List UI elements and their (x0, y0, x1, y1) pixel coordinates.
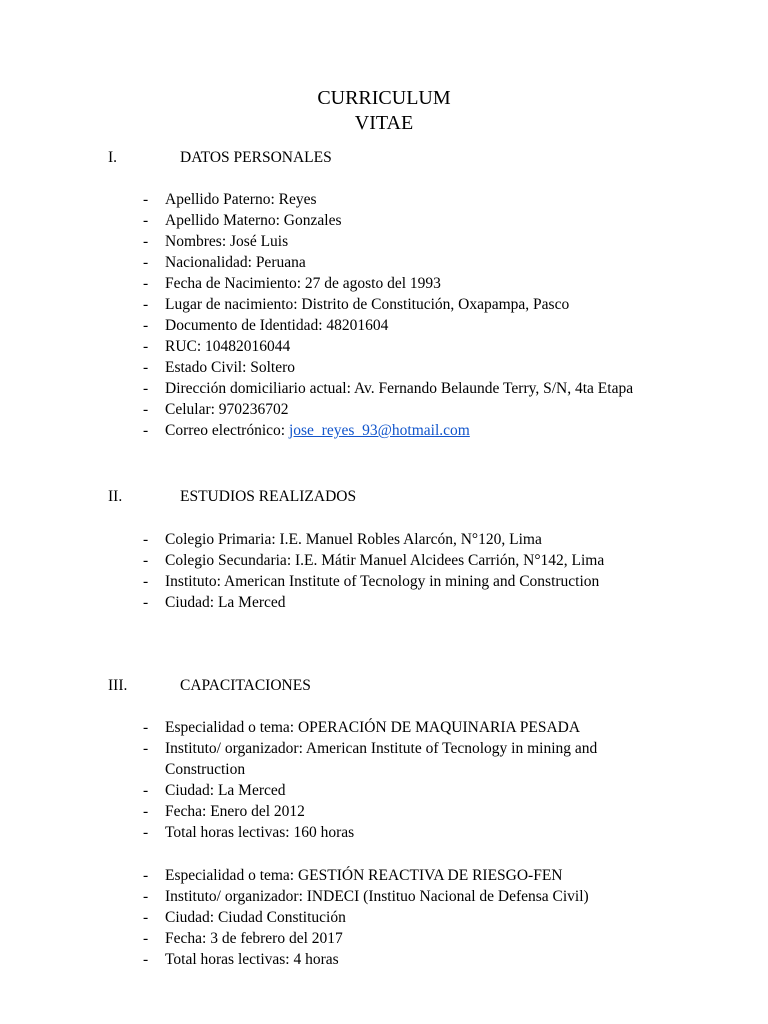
bullet-dash: - (143, 422, 149, 439)
section-title: CAPACITACIONES (180, 677, 311, 694)
bullet-dash: - (143, 254, 149, 271)
bullet-dash: - (143, 719, 149, 736)
item-text: Instituto/ organizador: American Institute of Tecnology in mining and Construction (165, 740, 598, 778)
item-text: Ciudad: La Merced (165, 594, 286, 611)
bullet-dash: - (143, 275, 149, 292)
bullet-dash: - (143, 824, 149, 841)
list-item (0, 294, 768, 315)
list-item (0, 336, 768, 357)
item-text (165, 420, 655, 441)
section-number: II. (108, 488, 123, 505)
item-text: Apellido Materno: Gonzales (165, 212, 342, 229)
list-item (0, 886, 768, 907)
list-item (0, 571, 768, 592)
bullet-dash: - (143, 317, 149, 334)
item-text: Fecha: 3 de febrero del 2017 (165, 930, 343, 947)
item-text: Documento de Identidad: 48201604 (165, 317, 389, 334)
item-text: Ciudad: Ciudad Constitución (165, 909, 346, 926)
bullet-dash: - (143, 782, 149, 799)
bullet-dash: - (143, 552, 149, 569)
list-item (0, 399, 768, 420)
item-text: Total horas lectivas: 160 horas (165, 824, 355, 841)
document-title: CURRICULUM (317, 87, 451, 109)
list-item-email (0, 420, 768, 441)
personal-data-list (0, 189, 768, 441)
list-item (0, 822, 768, 843)
item-text: Nacionalidad: Peruana (165, 254, 306, 271)
item-text: Especialidad o tema: GESTIÓN REACTIVA DE RIESGO-FEN (165, 867, 563, 884)
list-item (0, 210, 768, 231)
item-text: Total horas lectivas: 4 horas (165, 951, 339, 968)
list-item (0, 738, 768, 780)
bullet-dash: - (143, 380, 149, 397)
item-text: RUC: 10482016044 (165, 338, 291, 355)
bullet-dash: - (143, 867, 149, 884)
list-item (0, 717, 768, 738)
item-text: Nombres: José Luis (165, 233, 289, 250)
bullet-dash: - (143, 233, 149, 250)
item-text: Instituto: American Institute of Tecnology in mining and Construction (165, 573, 600, 590)
list-item (0, 357, 768, 378)
item-text: Fecha de Nacimiento: 27 de agosto del 1993 (165, 275, 441, 292)
item-text: Dirección domiciliario actual: Av. Fernando Belaunde Terry, S/N, 4ta Etapa (165, 380, 634, 397)
bullet-dash: - (143, 888, 149, 905)
list-item (0, 592, 768, 613)
item-text: Instituto/ organizador: INDECI (Instituo Nacional de Defensa Civil) (165, 888, 589, 905)
bullet-dash: - (143, 740, 149, 757)
bullet-dash: - (143, 338, 149, 355)
bullet-dash: - (143, 191, 149, 208)
bullet-dash: - (143, 401, 149, 418)
studies-list (0, 529, 768, 613)
bullet-dash: - (143, 803, 149, 820)
bullet-dash: - (143, 930, 149, 947)
list-item (0, 801, 768, 822)
item-text: Colegio Secundaria: I.E. Mátir Manuel Alcidees Carrión, N°142, Lima (165, 552, 605, 569)
section-title: DATOS PERSONALES (180, 149, 332, 166)
list-item (0, 315, 768, 336)
item-text: Estado Civil: Soltero (165, 359, 296, 376)
list-item (0, 378, 768, 399)
list-item (0, 928, 768, 949)
bullet-dash: - (143, 909, 149, 926)
bullet-dash: - (143, 594, 149, 611)
list-item (0, 907, 768, 928)
list-item (0, 529, 768, 550)
item-text: Ciudad: La Merced (165, 782, 286, 799)
bullet-dash: - (143, 531, 149, 548)
bullet-dash: - (143, 951, 149, 968)
bullet-dash: - (143, 212, 149, 229)
list-item (0, 550, 768, 571)
item-text: Fecha: Enero del 2012 (165, 803, 305, 820)
list-item (0, 780, 768, 801)
list-item (0, 231, 768, 252)
list-item (0, 273, 768, 294)
training-group-2 (0, 865, 768, 970)
item-text: Colegio Primaria: I.E. Manuel Robles Alarcón, N°120, Lima (165, 531, 542, 548)
bullet-dash: - (143, 573, 149, 590)
list-item (0, 189, 768, 210)
item-text: Especialidad o tema: OPERACIÓN DE MAQUINARIA PESADA (165, 719, 581, 736)
item-text: Apellido Paterno: Reyes (165, 191, 317, 208)
training-group-1 (0, 717, 768, 843)
bullet-dash: - (143, 359, 149, 376)
item-text: Celular: 970236702 (165, 401, 289, 418)
email-label: Correo electrónico: (165, 422, 289, 439)
section-number: III. (108, 677, 128, 694)
list-item (0, 949, 768, 970)
list-item (0, 865, 768, 886)
document-subtitle: VITAE (354, 112, 414, 134)
item-text: Lugar de nacimiento: Distrito de Constitución, Oxapampa, Pasco (165, 296, 570, 313)
section-number: I. (108, 149, 118, 166)
section-title: ESTUDIOS REALIZADOS (180, 488, 357, 505)
email-link[interactable]: jose_reyes_93@hotmail.com (288, 422, 470, 439)
bullet-dash: - (143, 296, 149, 313)
list-item (0, 252, 768, 273)
